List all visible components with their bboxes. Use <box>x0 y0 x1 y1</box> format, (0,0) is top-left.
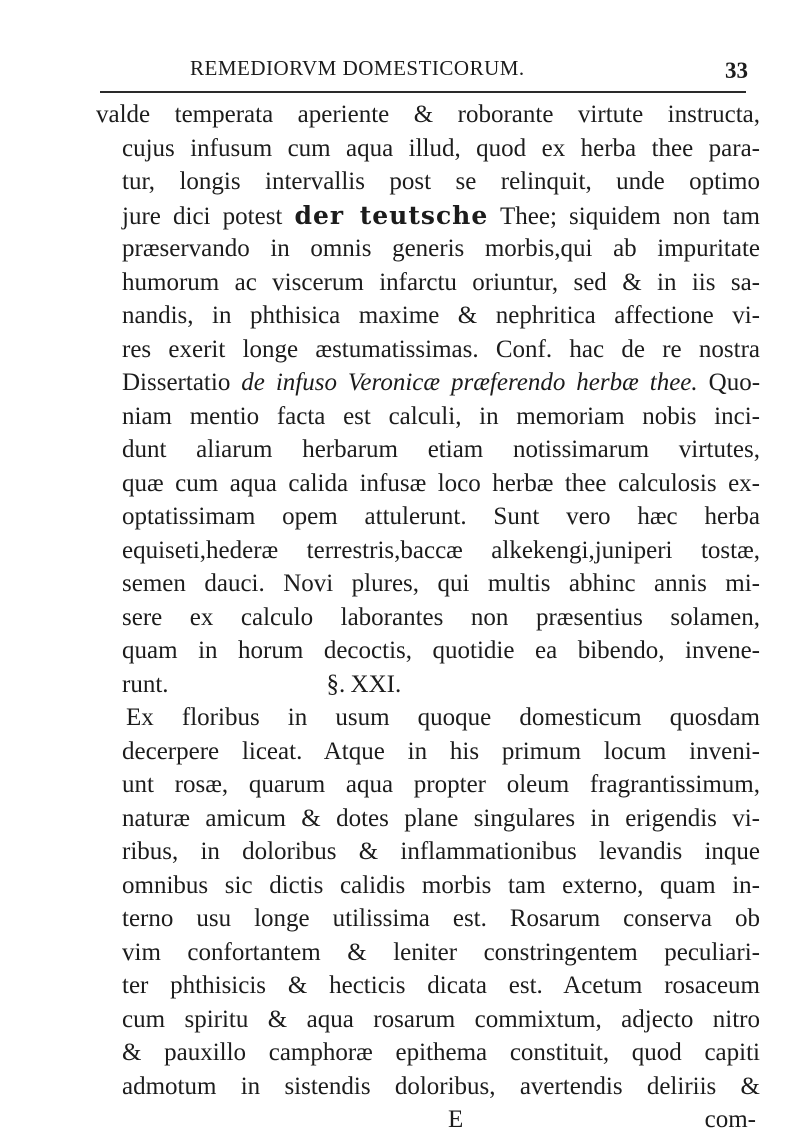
text-line-18 <box>96 668 760 702</box>
page-number: 33 <box>725 58 748 83</box>
text-line-3: tur, longis intervallis post se relinquit, unde optimo <box>122 168 760 195</box>
signature-mark: E <box>448 1106 464 1133</box>
text-line-26: vim confortantem & leniter constringentem peculiari- <box>122 938 760 966</box>
running-title: REMEDIORVM DOMESTICORUM. <box>190 56 525 80</box>
text-line-9 <box>96 366 760 400</box>
text-line-7: nandis, in phthisica maxime & nephritica affectione vi- <box>122 302 760 329</box>
text-fragment: runt. <box>122 670 169 698</box>
text-line-30: admotum in sistendis doloribus, avertendis deliriis & <box>122 1072 760 1100</box>
text-line-11: dunt aliarum herbarum etiam notissimarum virtutes, <box>122 436 760 463</box>
text-line-20: decerpere liceat. Atque in his primum locum inveni- <box>122 737 760 765</box>
section-heading: §. XXI. <box>326 670 402 698</box>
text-line-28: cum spiritu & aqua rosarum commixtum, adjecto nitro <box>122 1005 760 1033</box>
text-line-16: sere ex calculo laborantes non præsentius solamen, <box>122 603 760 631</box>
text-line-1: valde temperata aperiente & roborante virtute instructa, <box>96 101 760 128</box>
text-line-8: res exerit longe æstumatissimas. Conf. hac de re nostra <box>122 335 760 363</box>
italic-title: de infuso Veronicæ præferendo herbæ thee. <box>241 369 698 396</box>
text-line-10: niam mentio facta est calculi, in memoriam nobis inci- <box>122 402 760 430</box>
text-line-22: naturæ amicum & dotes plane singulares in erigendis vi- <box>122 804 760 832</box>
text-line-27: ter phthisicis & hecticis dicata est. Acetum rosaceum <box>122 972 760 999</box>
text-fragment: Dissertatio <box>122 369 231 396</box>
catchword: com- <box>704 1106 756 1133</box>
text-line-21: unt rosæ, quarum aqua propter oleum fragrantissimum, <box>122 771 760 798</box>
gothic-phrase: der teutsche <box>294 200 489 230</box>
text-line-5: præservando in omnis generis morbis,qui ab impuritate <box>122 235 760 262</box>
text-fragment: Thee; siquidem non tam <box>499 202 761 230</box>
text-line-15: semen dauci. Novi plures, qui multis abhinc annis mi- <box>122 570 760 597</box>
text-line-14: equiseti,hederæ terrestris,baccæ alkekengi,juniperi tostæ, <box>122 536 760 564</box>
text-fragment: Quo- <box>708 369 761 396</box>
text-line-4 <box>96 199 760 233</box>
text-line-25: terno usu longe utilissima est. Rosarum conserva ob <box>122 905 760 932</box>
text-fragment: jure dici potest <box>122 202 283 230</box>
text-line-24: omnibus sic dictis calidis morbis tam externo, quam in- <box>122 871 760 899</box>
text-line-6: humorum ac viscerum infarctu oriuntur, sed & in iis sa- <box>122 268 760 296</box>
text-line-23: ribus, in doloribus & inflammationibus levandis inque <box>122 838 760 865</box>
text-line-17: quam in horum decoctis, quotidie ea bibendo, invene- <box>122 637 760 664</box>
body-text <box>96 98 760 1137</box>
text-line-13: optatissimam opem attulerunt. Sunt vero hæc herba <box>122 503 760 530</box>
running-head <box>190 56 750 90</box>
catchword-line <box>96 1103 760 1137</box>
text-line-2: cujus infusum cum aqua illud, quod ex herba thee para- <box>122 134 760 162</box>
text-line-19: Ex floribus in usum quoque domesticum quosdam <box>126 704 760 731</box>
text-line-12: quæ cum aqua calida infusæ loco herbæ thee calculosis ex- <box>122 469 760 497</box>
text-line-29: & pauxillo camphoræ epithema constituit, quod capiti <box>122 1039 760 1066</box>
header-rule <box>100 91 746 93</box>
